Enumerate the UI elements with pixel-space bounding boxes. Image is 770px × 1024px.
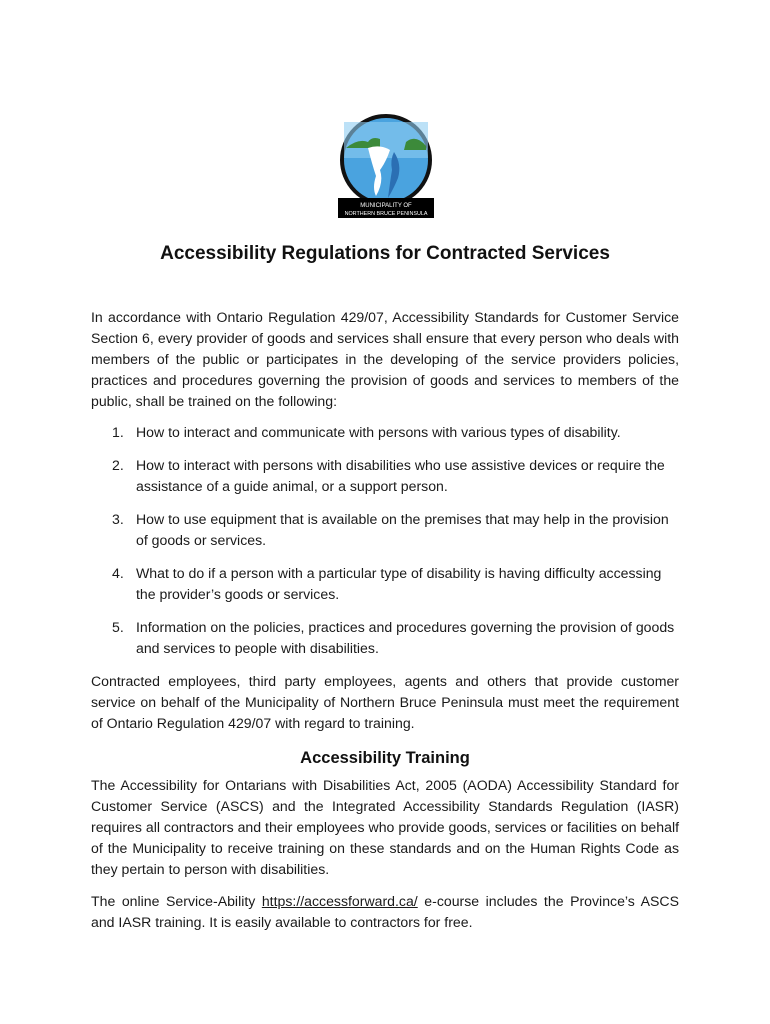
training-heading: Accessibility Training: [300, 749, 470, 767]
list-text: How to interact and communicate with persons with various types of disability.: [136, 424, 621, 440]
training-paragraph: The Accessibility for Ontarians with Disabilities Act, 2005 (AODA) Accessibility Standard for Customer Service (ASCS) and the Integrated Accessibility Standards Regulation (IASR) requires all contractors and their employees who provide goods, services or facilities on behalf of the Municipality to receive training on these standards and on the Human Rights Code as they pertain to person with disabilities.: [91, 777, 679, 877]
list-text: Information on the policies, practices and procedures governing the provision of goods and services to people with disabilities.: [136, 619, 675, 656]
accessforward-link[interactable]: https://accessforward.ca/: [261, 893, 418, 909]
logo-line-2: NORTHERN BRUCE PENINSULA: [344, 211, 428, 217]
list-number: 3.: [112, 511, 124, 527]
list-number: 2.: [112, 457, 124, 473]
list-item: [91, 422, 679, 443]
document-title: Accessibility Regulations for Contracted Services: [160, 243, 610, 264]
list-item: [91, 563, 679, 605]
list-text: How to interact with persons with disabilities who use assistive devices or require the assistance of a guide animal, or a support person.: [136, 457, 665, 494]
list-item: [91, 617, 679, 659]
online-course-paragraph: [91, 891, 679, 933]
logo-line-1: MUNICIPALITY OF: [360, 203, 412, 209]
list-item: [91, 455, 679, 497]
online-text-before: The online Service-Ability: [91, 893, 262, 909]
list-number: 5.: [112, 619, 124, 635]
list-text: What to do if a person with a particular type of disability is having difficulty accessing the provider’s goods or services.: [136, 565, 662, 602]
list-number: 1.: [112, 424, 124, 440]
training-topics-list: [91, 422, 679, 671]
online-text-after: e-course includes the Province’s ASCS and IASR training. It is easily available to contractors for free.: [91, 893, 679, 930]
contracted-paragraph: Contracted employees, third party employees, agents and others that provide customer service on behalf of the Municipality of Northern Bruce Peninsula must meet the requirement of Ontario Regulation 429/07 with regard to training.: [91, 673, 679, 731]
list-number: 4.: [112, 565, 124, 581]
list-item: [91, 509, 679, 551]
list-text: How to use equipment that is available on the premises that may help in the provision of goods or services.: [136, 511, 669, 548]
municipality-logo: [332, 112, 440, 222]
intro-paragraph: In accordance with Ontario Regulation 429/07, Accessibility Standards for Customer Service Section 6, every provider of goods and services shall ensure that every person who deals with members of the public or participates in the developing of the service providers policies, practices and procedures governing the provision of goods and services to members of the public, shall be trained on the following:: [91, 309, 679, 409]
